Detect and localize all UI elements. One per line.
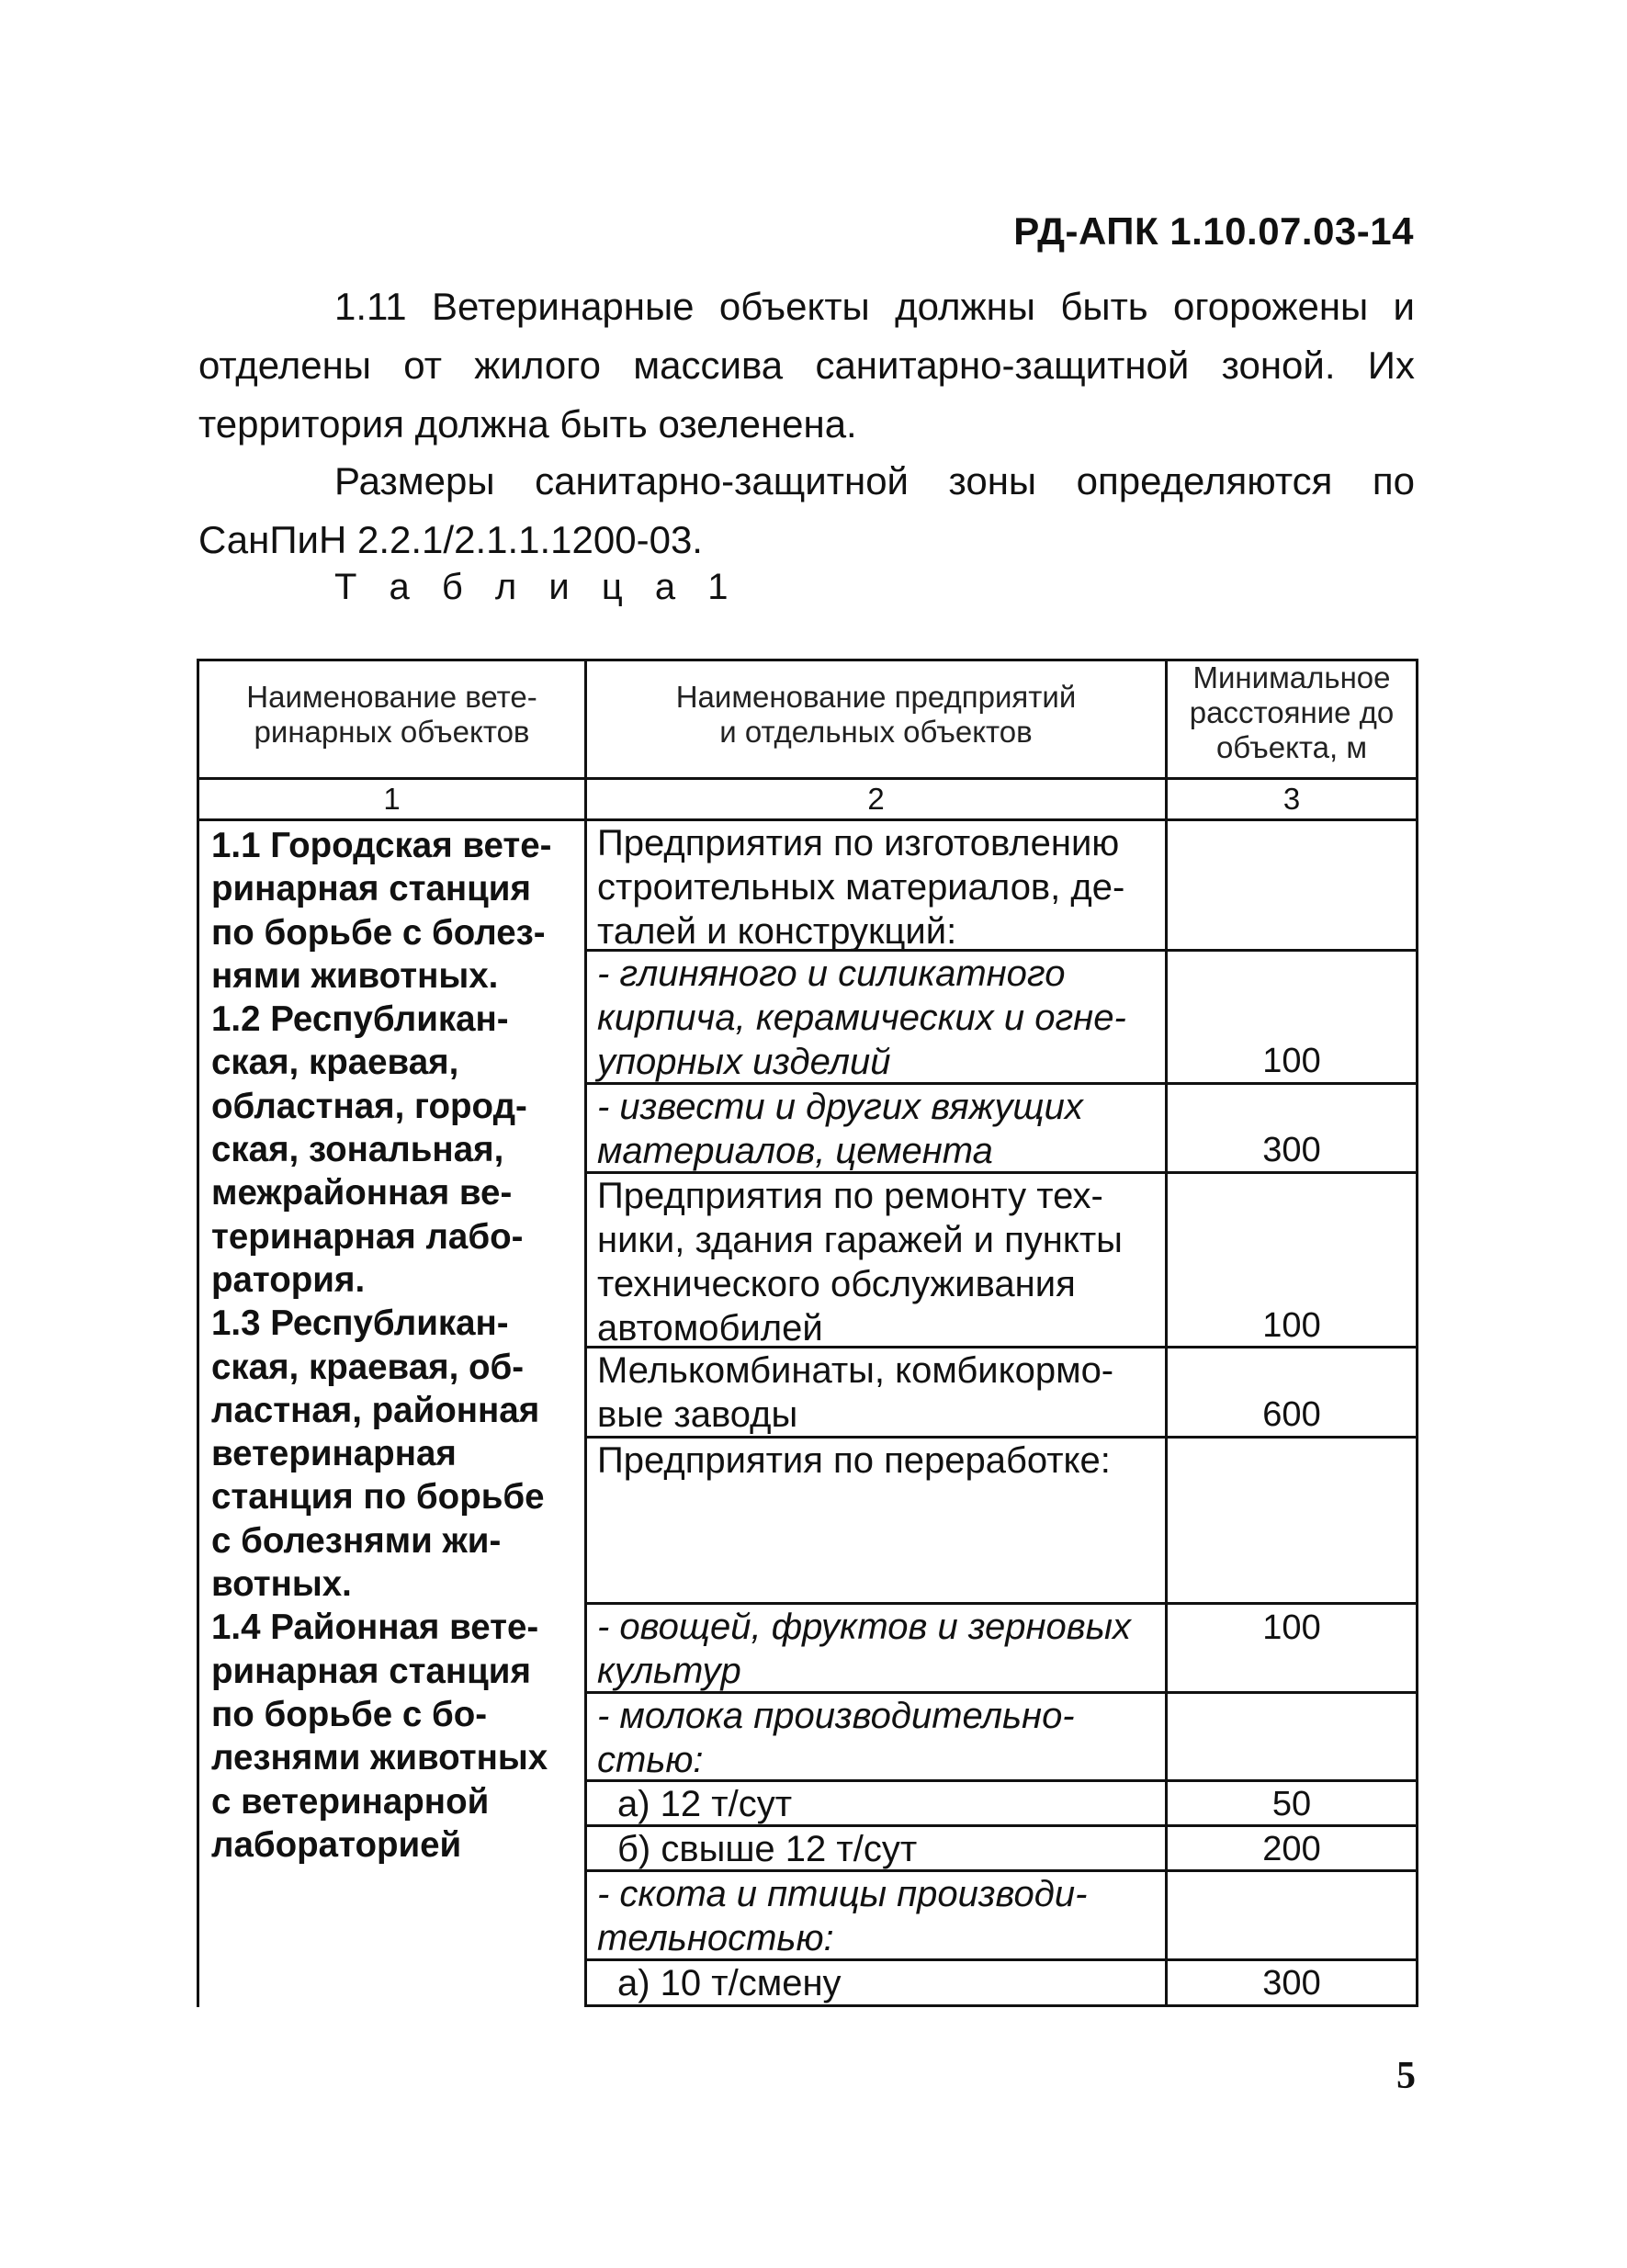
page-number: 5: [1396, 2055, 1416, 2097]
table-row-value: 200: [1262, 1830, 1321, 1868]
paragraph-1-11: [198, 277, 1415, 454]
table-row-value: 100: [1262, 1042, 1321, 1080]
header-cell-min-distance: Минимальное расстояние до объекта, м: [1189, 660, 1395, 764]
document-code: РД-АПК 1.10.07.03-14: [1013, 209, 1414, 253]
table-row-name: а) 10 т/смену: [617, 1963, 842, 2003]
column-number-3: 3: [1282, 782, 1301, 816]
table-caption: Т а б л и ц а 1: [334, 567, 740, 607]
header-cell-enterprises: Наименование предприятий и отдельных объектов: [675, 680, 1077, 749]
table-row-value: 300: [1262, 1131, 1321, 1169]
table-row-name: Предприятия по изготовлению строительных материалов, де- талей и конструкций:: [597, 823, 1125, 952]
header-cell-vet-objects: Наименование вете- ринарных объектов: [246, 680, 537, 749]
vet-objects-list: 1.1 Городская вете- ринарная станция по борьбе с болез- нями животных. 1.2 Республикан- ская, краевая, областная, город- ская, зональная, межрайонная ве- теринарная лабо- ратория. 1.3 Республикан- ская, краевая, об- ластная, районная ветеринарная станция по борьбе с болезнями жи- вотных. 1.4 Районная вете- ринарная станция по борьбе с бо- лезнями животных с ветеринарной лабораторией: [211, 826, 552, 1865]
paragraph-text: 1.11 Ветеринарные объекты должны быть огорожены и отделены от жилого массива санитарно-защитной зоной. Их территория должна быть озеленена.: [198, 285, 1415, 446]
table-row-value: 600: [1262, 1395, 1321, 1434]
paragraph-sanitary-zone: [198, 452, 1415, 570]
table-row-name: - извести и других вяжущих материалов, цемента: [597, 1087, 1083, 1171]
table-row-name: а) 12 т/сут: [617, 1784, 793, 1824]
table-row-name: Предприятия по ремонту тех- ники, здания гаражей и пункты технического обслуживания автомобилей: [597, 1176, 1123, 1348]
table-row-value: 50: [1271, 1785, 1312, 1823]
table-row-value: 100: [1262, 1306, 1321, 1345]
table-row-name: - скота и птицы производи- тельностью:: [597, 1874, 1088, 1958]
table-header-bottom: [197, 777, 1418, 780]
table-border-right: [1416, 659, 1418, 2007]
table-row-name: - глиняного и силикатного кирпича, керамических и огне- упорных изделий: [597, 953, 1126, 1082]
column-number-1: 1: [383, 782, 401, 816]
paragraph-text: Размеры санитарно-защитной зоны определяются по СанПиН 2.2.1/2.1.1.1200-03.: [198, 459, 1415, 561]
table-row-name: Мелькомбинаты, комбикормо- вые заводы: [597, 1350, 1114, 1435]
table-row-value: 100: [1262, 1608, 1321, 1647]
table-row-value: 300: [1262, 1964, 1321, 2003]
table-row-name: - молока производительно- стью:: [597, 1696, 1075, 1780]
table-row-name: - овощей, фруктов и зерновых культур: [597, 1607, 1132, 1691]
column-number-2: 2: [867, 782, 885, 816]
table-row-name: Предприятия по переработке:: [597, 1440, 1111, 1481]
table-border-col2: [584, 659, 587, 2007]
table-border-left: [197, 659, 199, 2007]
table-row-name: б) свыше 12 т/сут: [617, 1829, 918, 1869]
